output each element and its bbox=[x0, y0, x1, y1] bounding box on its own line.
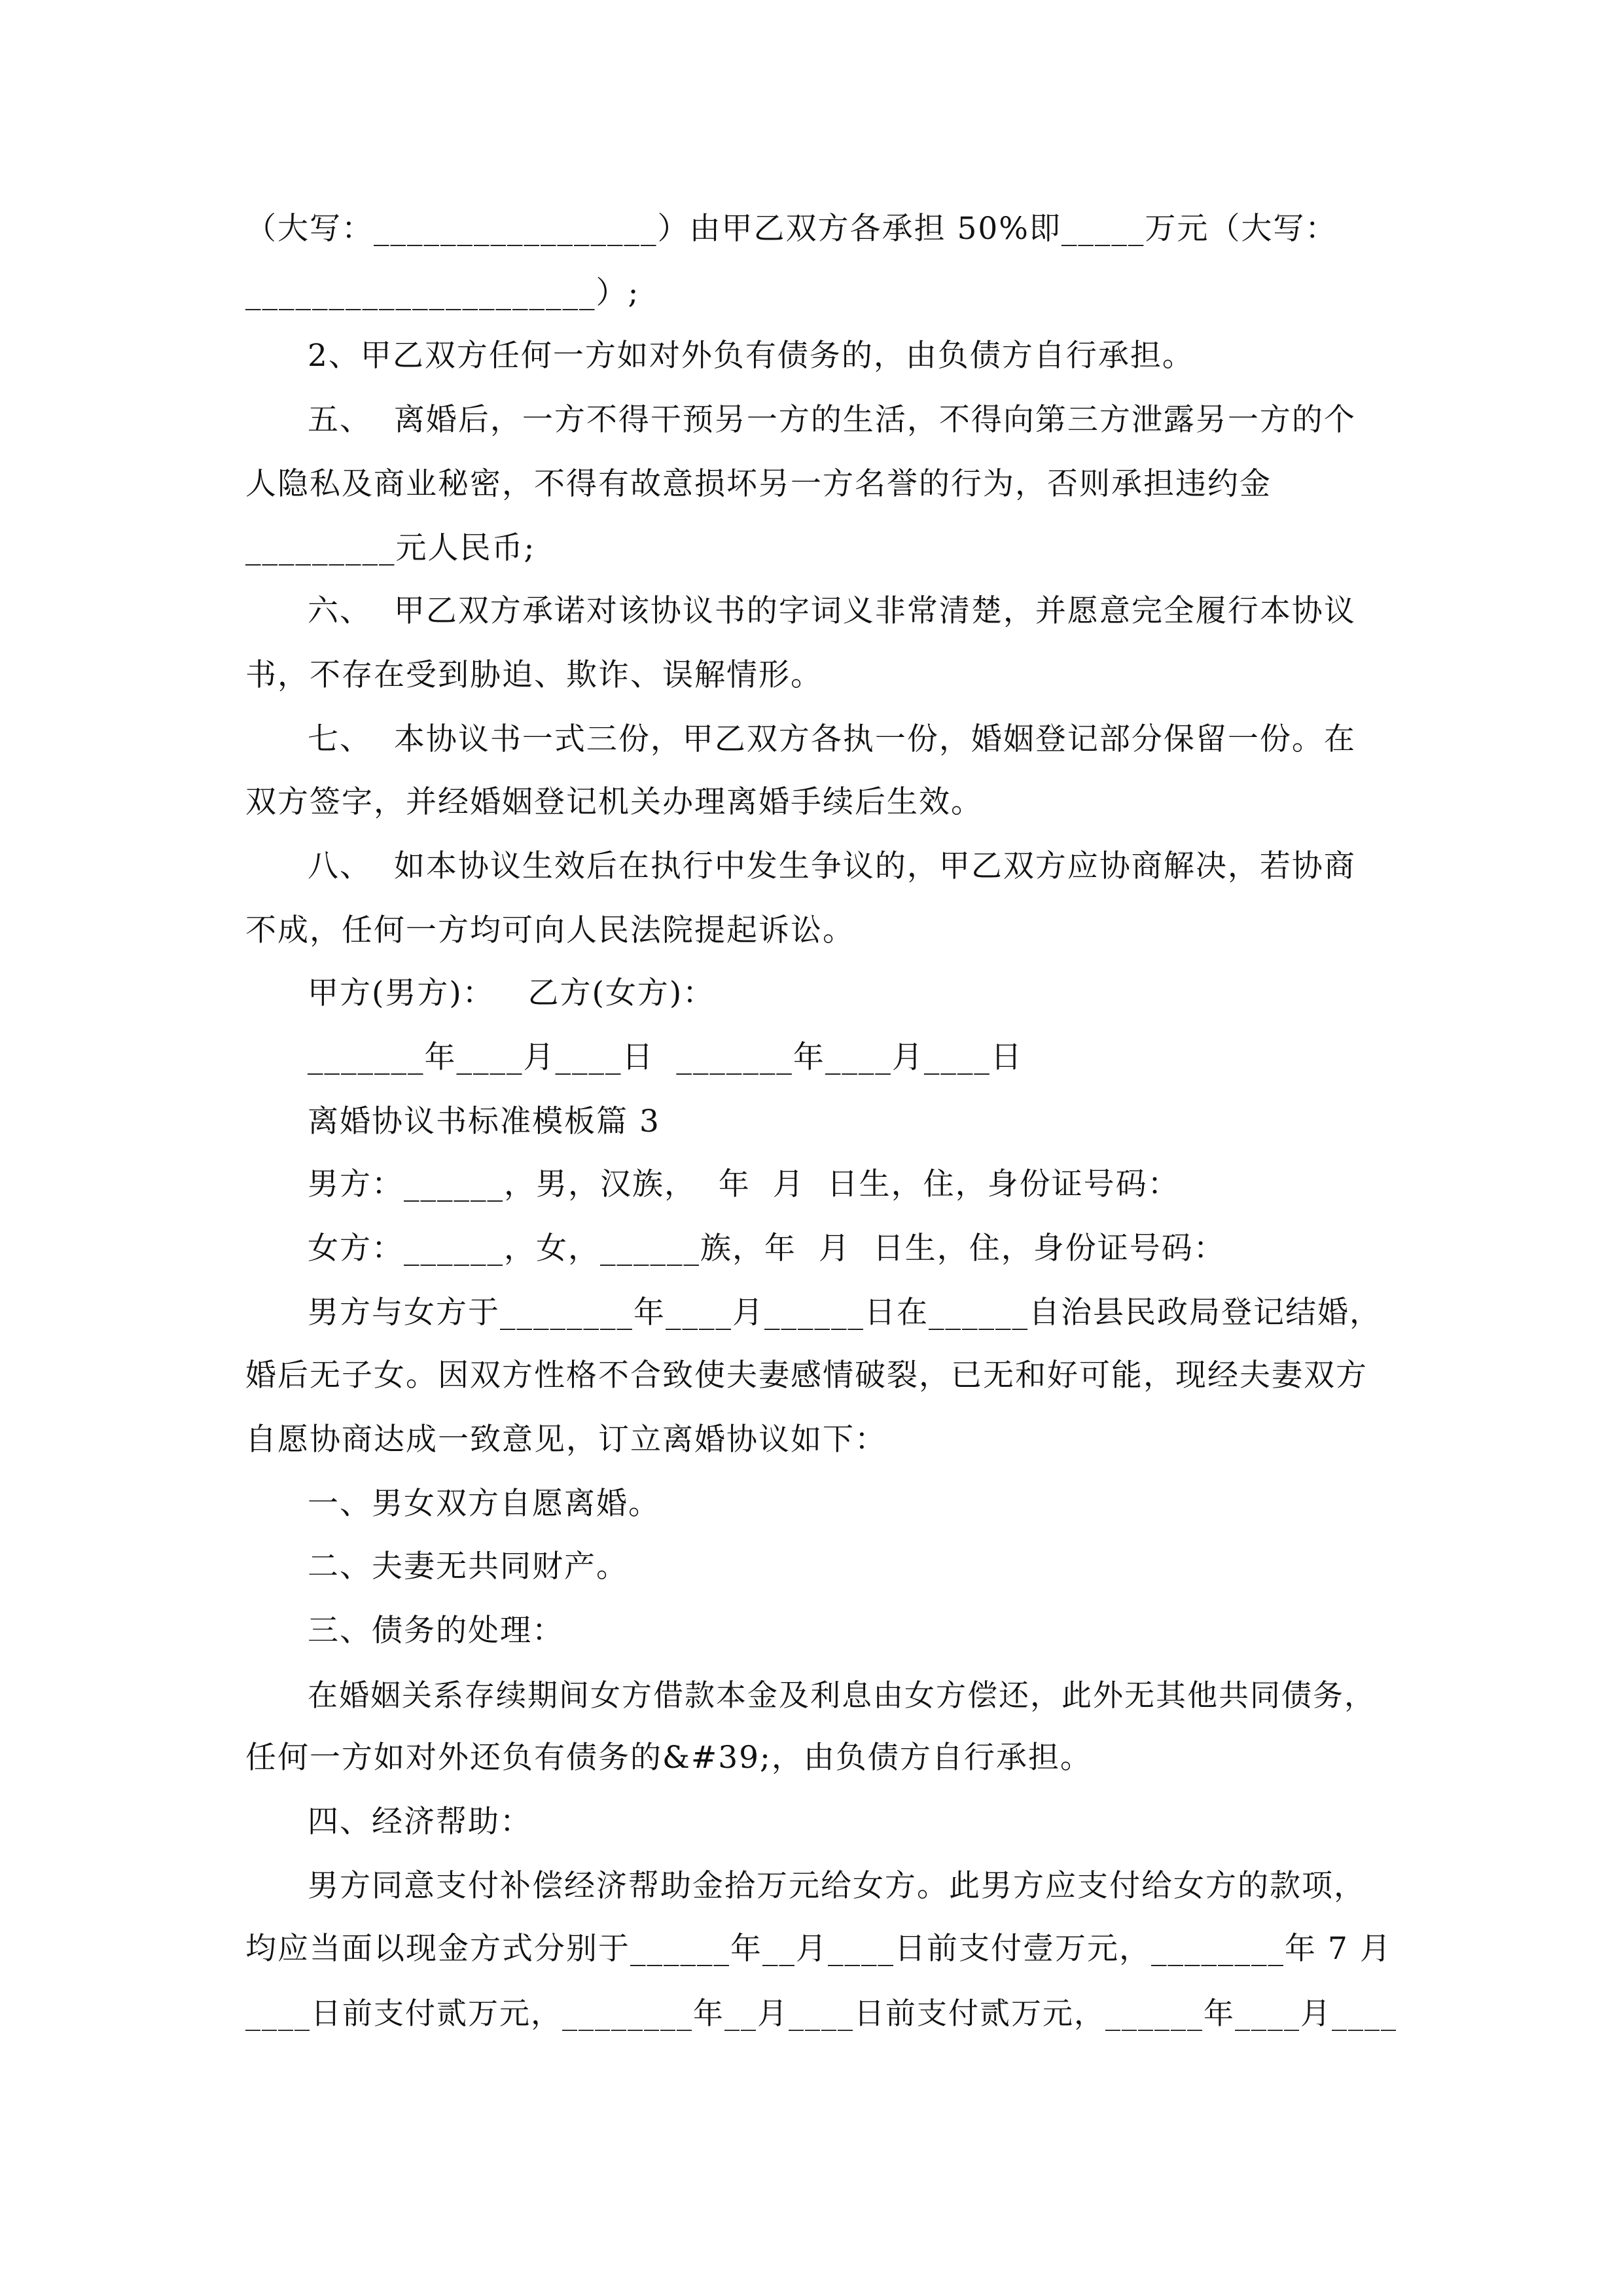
text-line: 三、债务的处理： bbox=[308, 1613, 564, 1649]
signature-dates: _______年____月____日 _______年____月____日 bbox=[308, 1039, 1023, 1075]
text-line: 五、 离婚后，一方不得干预另一方的生活，不得向第三方泄露另一方的个 bbox=[308, 402, 1356, 438]
signature-labels: 甲方(男方)： 乙方(女方)： bbox=[308, 975, 715, 1011]
text-line: 不成，任何一方均可向人民法院提起诉讼。 bbox=[245, 912, 855, 948]
text-line: 八、 如本协议生效后在执行中发生争议的，甲乙双方应协商解决，若协商 bbox=[308, 848, 1356, 884]
section-title: 离婚协议书标准模板篇 3 bbox=[308, 1103, 660, 1139]
text-line: 男方与女方于________年____月______日在______自治县民政局登记结婚， bbox=[308, 1295, 1382, 1331]
text-line: 2、甲乙双方任何一方如对外负有债务的，由负债方自行承担。 bbox=[308, 338, 1194, 374]
text-line: 自愿协商达成一致意见，订立离婚协议如下： bbox=[245, 1422, 887, 1458]
text-line: （大写：_________________）由甲乙双方各承担 50%即_____万元（大写： bbox=[245, 211, 1338, 247]
text-line: 任何一方如对外还负有债务的&#39;，由负债方自行承担。 bbox=[245, 1740, 1092, 1776]
text-line: 一、男女双方自愿离婚。 bbox=[308, 1486, 660, 1522]
text-line: 人隐私及商业秘密，不得有故意损坏另一方名誉的行为，否则承担违约金 bbox=[245, 466, 1272, 502]
text-line: 书，不存在受到胁迫、欺诈、误解情形。 bbox=[245, 657, 823, 693]
text-line: 均应当面以现金方式分别于______年__月____日前支付壹万元，________年 7 月 bbox=[245, 1931, 1392, 1967]
text-line: 六、 甲乙双方承诺对该协议书的字词义非常清楚，并愿意完全履行本协议 bbox=[308, 593, 1356, 629]
text-line: 男方：______，男，汉族， 年 月 日生，住，身份证号码： bbox=[308, 1166, 1180, 1202]
text-line: _____________________）; bbox=[245, 275, 640, 311]
text-line: 二、夫妻无共同财产。 bbox=[308, 1549, 628, 1585]
text-line: ____日前支付贰万元，________年__月____日前支付贰万元，______年____月____ bbox=[245, 1996, 1397, 2031]
text-line: 婚后无子女。因双方性格不合致使夫妻感情破裂，已无和好可能，现经夫妻双方 bbox=[245, 1357, 1368, 1393]
text-line: 四、经济帮助： bbox=[308, 1804, 532, 1840]
text-line: 男方同意支付补偿经济帮助金拾万元给女方。此男方应支付给女方的款项， bbox=[308, 1868, 1366, 1904]
text-line: _________元人民币; bbox=[245, 530, 536, 566]
text-line: 在婚姻关系存续期间女方借款本金及利息由女方偿还，此外无其他共同债务， bbox=[308, 1677, 1376, 1713]
text-line: 七、 本协议书一式三份，甲乙双方各执一份，婚姻登记部分保留一份。在 bbox=[308, 721, 1356, 757]
text-line: 双方签字，并经婚姻登记机关办理离婚手续后生效。 bbox=[245, 784, 983, 820]
text-line: 女方：______，女，______族，年 月 日生，住，身份证号码： bbox=[308, 1230, 1226, 1266]
